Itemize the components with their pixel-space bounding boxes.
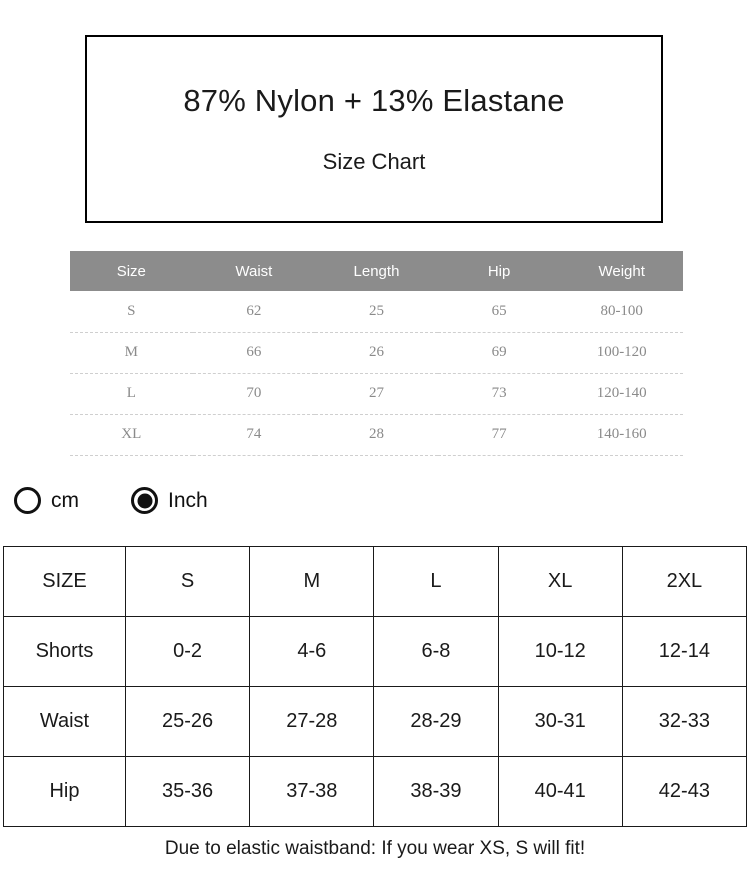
header-box (85, 35, 663, 223)
radio-selected-icon[interactable] (131, 487, 158, 514)
metric-cell: 140-160 (560, 414, 683, 455)
imperial-cell: 12-14 (622, 617, 746, 687)
imperial-cell: 40-41 (498, 757, 622, 827)
metric-cell: 62 (193, 291, 316, 332)
metric-header-hip: Hip (438, 251, 561, 291)
metric-cell: 77 (438, 414, 561, 455)
table-row (4, 547, 747, 617)
metric-header-weight: Weight (560, 251, 683, 291)
imperial-cell: 6-8 (374, 617, 498, 687)
metric-cell: 69 (438, 332, 561, 373)
imperial-cell: 10-12 (498, 617, 622, 687)
imperial-cell: S (126, 547, 250, 617)
metric-size-table (70, 251, 683, 456)
metric-cell: 26 (315, 332, 438, 373)
imperial-cell: 32-33 (622, 687, 746, 757)
table-row (70, 373, 683, 414)
metric-cell: 70 (193, 373, 316, 414)
table-row (4, 757, 747, 827)
table-row (4, 617, 747, 687)
radio-unselected-icon[interactable] (14, 487, 41, 514)
unit-option-cm[interactable] (14, 487, 79, 514)
imperial-cell: M (250, 547, 374, 617)
metric-cell: 28 (315, 414, 438, 455)
footnote-text: Due to elastic waistband: If you wear XS, S will fit! (164, 838, 586, 859)
imperial-cell: 42-43 (622, 757, 746, 827)
metric-cell: 73 (438, 373, 561, 414)
unit-label-cm: cm (51, 488, 79, 512)
metric-header-waist: Waist (193, 251, 316, 291)
table-row (4, 687, 747, 757)
metric-cell: 100-120 (560, 332, 683, 373)
metric-header-length: Length (315, 251, 438, 291)
imperial-cell: 4-6 (250, 617, 374, 687)
unit-option-inch[interactable] (131, 487, 208, 514)
imperial-cell: 28-29 (374, 687, 498, 757)
metric-cell: L (70, 373, 193, 414)
imperial-cell: 30-31 (498, 687, 622, 757)
metric-cell: S (70, 291, 193, 332)
table-row (70, 332, 683, 373)
metric-cell: 65 (438, 291, 561, 332)
metric-cell: 66 (193, 332, 316, 373)
metric-table-header-row (70, 251, 683, 291)
metric-cell: 25 (315, 291, 438, 332)
table-row (70, 414, 683, 455)
unit-selector (14, 487, 260, 514)
metric-cell: M (70, 332, 193, 373)
metric-cell: 80-100 (560, 291, 683, 332)
imperial-cell: 37-38 (250, 757, 374, 827)
imperial-cell: 35-36 (126, 757, 250, 827)
imperial-cell: 25-26 (126, 687, 250, 757)
imperial-cell: 2XL (622, 547, 746, 617)
metric-cell: 74 (193, 414, 316, 455)
fabric-composition-title: 87% Nylon + 13% Elastane (183, 83, 565, 118)
imperial-cell: 38-39 (374, 757, 498, 827)
imperial-cell: XL (498, 547, 622, 617)
metric-header-size: Size (70, 251, 193, 291)
imperial-size-table (3, 546, 747, 827)
metric-cell: 120-140 (560, 373, 683, 414)
table-row (70, 291, 683, 332)
imperial-cell: 0-2 (126, 617, 250, 687)
metric-cell: 27 (315, 373, 438, 414)
imperial-cell: Waist (4, 687, 126, 757)
unit-label-inch: Inch (168, 488, 208, 512)
imperial-cell: L (374, 547, 498, 617)
imperial-cell: SIZE (4, 547, 126, 617)
imperial-cell: Shorts (4, 617, 126, 687)
size-chart-subtitle: Size Chart (322, 149, 426, 174)
imperial-cell: Hip (4, 757, 126, 827)
imperial-cell: 27-28 (250, 687, 374, 757)
metric-cell: XL (70, 414, 193, 455)
